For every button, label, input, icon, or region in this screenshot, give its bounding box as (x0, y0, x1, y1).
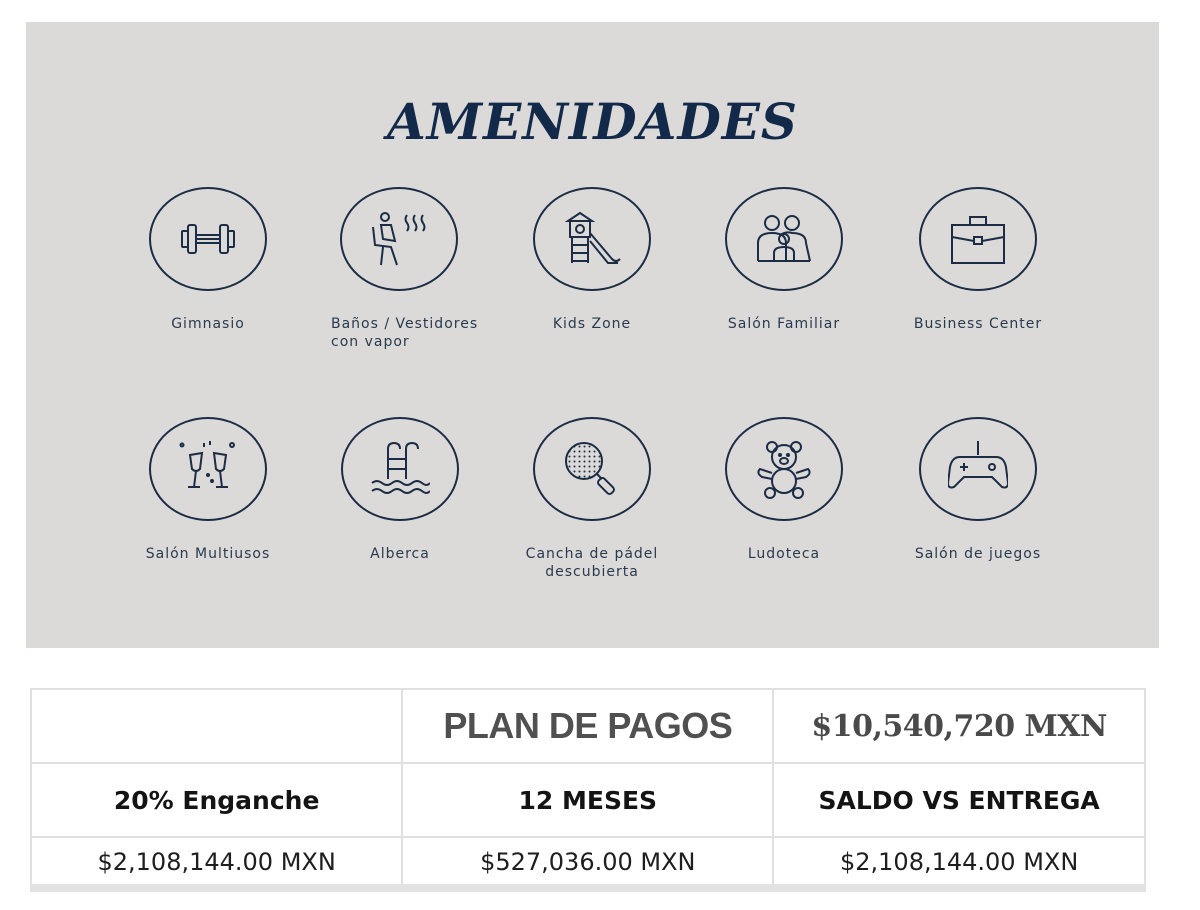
amenity-salon-familiar (694, 187, 874, 333)
plan-total-price: $10,540,720 MXN (811, 708, 1107, 744)
table-cell: $527,036.00 MXN (402, 837, 773, 887)
plan-title-cell (402, 689, 773, 763)
amenities-section (26, 22, 1159, 648)
family-icon (725, 187, 843, 291)
steam-sauna-icon (340, 187, 458, 291)
champagne-toast-icon (149, 417, 267, 521)
amenity-label: Ludoteca (747, 546, 821, 562)
playground-slide-icon (533, 187, 651, 291)
amenity-banos (309, 187, 489, 351)
plan-title: PLAN DE PAGOS (443, 705, 733, 746)
amenity-kids-zone (502, 187, 682, 333)
pool-ladder-icon (341, 417, 459, 521)
amenity-label: Baños / Vestidores con vapor (331, 316, 479, 350)
amenity-salon-multiusos (118, 417, 298, 563)
payment-plan-table (30, 688, 1146, 888)
game-controller-icon (919, 417, 1037, 521)
amenity-ludoteca (694, 417, 874, 563)
amenity-label: Gimnasio (171, 316, 245, 332)
teddy-bear-icon (725, 417, 843, 521)
table-row (31, 689, 1145, 763)
table-row (31, 763, 1145, 837)
amenity-label: Business Center (913, 316, 1043, 332)
paddle-racket-icon (533, 417, 651, 521)
table-cell: $2,108,144.00 MXN (31, 837, 402, 887)
column-header: 20% Enganche (31, 763, 402, 837)
amenity-label: Salón Familiar (727, 316, 841, 332)
table-bottom-bar (30, 884, 1146, 892)
briefcase-icon (919, 187, 1037, 291)
empty-cell (31, 689, 402, 763)
amenity-label: Cancha de pádel descubierta (525, 546, 659, 580)
table-cell: $2,108,144.00 MXN (773, 837, 1145, 887)
amenity-label: Salón Multiusos (145, 546, 271, 562)
amenities-title: AMENIDADES (386, 92, 799, 151)
table-row (31, 837, 1145, 887)
amenity-gimnasio (118, 187, 298, 333)
amenity-business-center (888, 187, 1068, 333)
amenity-alberca (310, 417, 490, 563)
amenity-label: Alberca (370, 546, 430, 562)
column-header: SALDO VS ENTREGA (773, 763, 1145, 837)
dumbbell-icon (149, 187, 267, 291)
column-header: 12 MESES (402, 763, 773, 837)
amenity-padel (502, 417, 682, 581)
plan-total-cell (773, 689, 1145, 763)
amenity-label: Salón de juegos (914, 546, 1042, 562)
amenity-salon-juegos (888, 417, 1068, 563)
amenity-label: Kids Zone (552, 316, 632, 332)
